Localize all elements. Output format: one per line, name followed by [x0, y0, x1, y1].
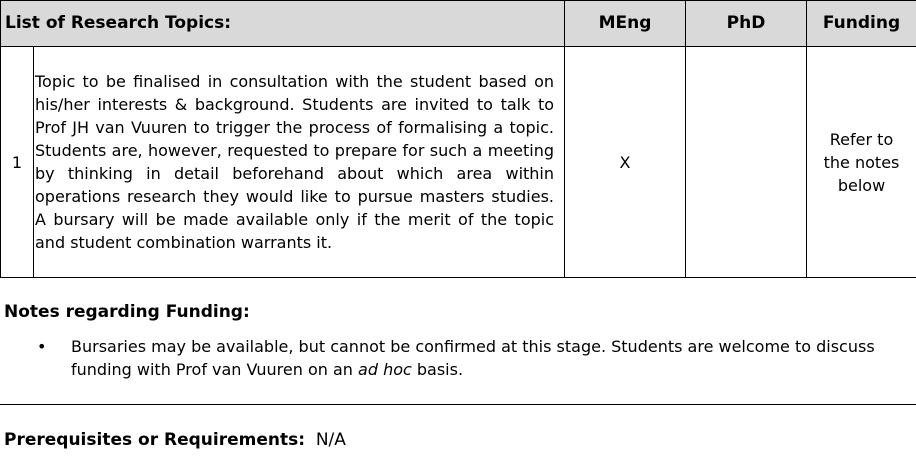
bullet-icon: •: [37, 337, 47, 356]
prerequisites-label: Prerequisites or Requirements:: [4, 430, 306, 450]
table-header-row: [1, 1, 916, 47]
funding-line: Refer to: [829, 129, 894, 149]
header-phd: PhD: [686, 1, 807, 47]
prerequisites-line: [4, 429, 346, 451]
topic-description: Topic to be finalised in consultation with the student based on his/her interests & background. Students are invited to talk to Prof JH van Vuuren to trigger the process of formalising a topic. Students are, however, requested to prepare for such a meeting by thinking in detail beforehand about which area within operations research they would like to pursue masters studies. A bursary will be made available only if the merit of the topic and student combination warrants it.: [34, 47, 565, 278]
header-funding: Funding: [807, 1, 916, 47]
note-text-end: basis.: [411, 360, 464, 379]
funding-line: the notes: [823, 152, 900, 172]
note-text-start: Bursaries may be available, but cannot be confirmed at this stage. Students are welcome to discuss funding with Prof van Vuuren on an: [71, 337, 875, 379]
funding-line: below: [837, 175, 886, 195]
phd-mark: [686, 47, 807, 278]
prerequisites-value: N/A: [315, 430, 346, 450]
topic-number: 1: [1, 47, 34, 278]
section-divider: [0, 404, 916, 405]
header-research-topics: List of Research Topics:: [1, 1, 565, 47]
header-meng: MEng: [565, 1, 686, 47]
table-row: [1, 47, 916, 278]
meng-mark: X: [565, 47, 686, 278]
funding-notes-heading: Notes regarding Funding:: [4, 302, 250, 322]
list-item: [0, 335, 916, 381]
funding-notes-list: [0, 335, 916, 381]
note-text-italic: ad hoc: [358, 360, 412, 379]
funding-cell: [807, 47, 916, 278]
